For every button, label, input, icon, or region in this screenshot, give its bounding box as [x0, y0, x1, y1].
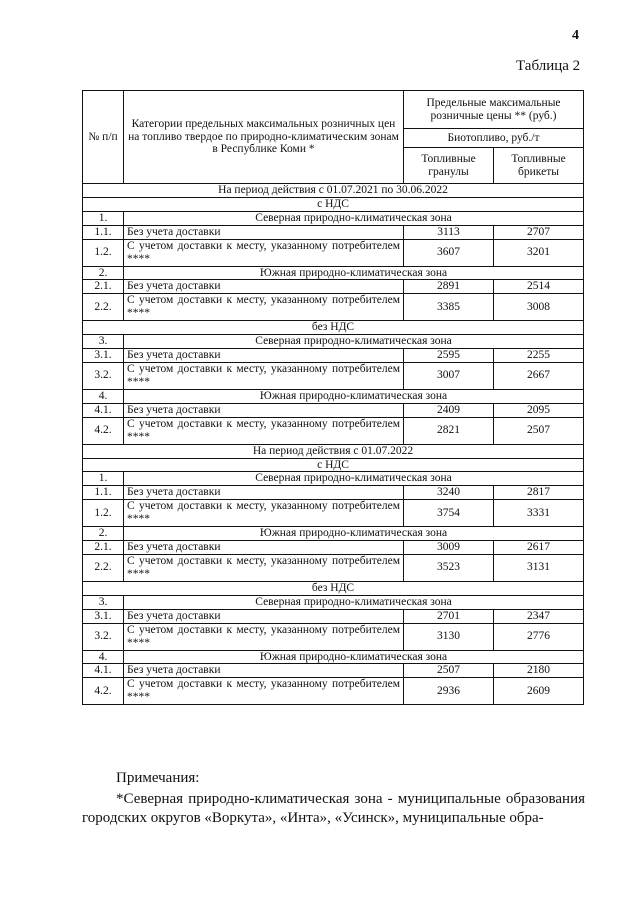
- row-num: 3.2.: [83, 623, 124, 650]
- vat-label: с НДС: [83, 458, 584, 472]
- table-row: [83, 362, 584, 389]
- briquettes-price: 3008: [494, 294, 584, 321]
- zone-code: 4.: [83, 650, 124, 664]
- vat-label: с НДС: [83, 197, 584, 211]
- zone-code: 4.: [83, 389, 124, 403]
- briquettes-price: 2817: [494, 486, 584, 500]
- table-body: [83, 184, 584, 705]
- table-row: [83, 486, 584, 500]
- briquettes-price: 2609: [494, 678, 584, 705]
- granules-price: 2701: [404, 609, 494, 623]
- briquettes-price: 2255: [494, 349, 584, 363]
- row-num: 2.1.: [83, 280, 124, 294]
- row-category: С учетом доставки к месту, указанному потребителем ****: [124, 554, 404, 581]
- zone-name: Северная природно-климатическая зона: [124, 211, 584, 225]
- vat-label: без НДС: [83, 321, 584, 335]
- period-title: На период действия с 01.07.2021 по 30.06.2022: [83, 184, 584, 198]
- row-num: 1.2.: [83, 500, 124, 527]
- granules-price: 3523: [404, 554, 494, 581]
- granules-price: 3607: [404, 239, 494, 266]
- table-row: [83, 294, 584, 321]
- granules-price: 3113: [404, 225, 494, 239]
- row-category: С учетом доставки к месту, указанному потребителем ****: [124, 500, 404, 527]
- price-table: [82, 90, 584, 705]
- period-row: [83, 184, 584, 198]
- table-caption: Таблица 2: [516, 58, 581, 74]
- row-num: 2.1.: [83, 541, 124, 555]
- row-num: 2.2.: [83, 294, 124, 321]
- zone-code: 2.: [83, 527, 124, 541]
- header-fuel: Биотопливо, руб./т: [404, 129, 584, 148]
- page-number: 4: [572, 28, 579, 43]
- row-category: Без учета доставки: [124, 541, 404, 555]
- granules-price: 2891: [404, 280, 494, 294]
- granules-price: 3007: [404, 362, 494, 389]
- zone-row: [83, 472, 584, 486]
- briquettes-price: 3331: [494, 500, 584, 527]
- row-num: 1.1.: [83, 486, 124, 500]
- zone-row: [83, 335, 584, 349]
- granules-price: 3385: [404, 294, 494, 321]
- row-num: 3.1.: [83, 609, 124, 623]
- row-category: Без учета доставки: [124, 403, 404, 417]
- period-title: На период действия с 01.07.2022: [83, 444, 584, 458]
- row-num: 4.1.: [83, 403, 124, 417]
- table-row: [83, 500, 584, 527]
- vat-row: [83, 321, 584, 335]
- zone-code: 3.: [83, 595, 124, 609]
- zone-row: [83, 650, 584, 664]
- vat-label: без НДС: [83, 581, 584, 595]
- row-category: С учетом доставки к месту, указанному потребителем ****: [124, 678, 404, 705]
- vat-row: [83, 197, 584, 211]
- period-row: [83, 444, 584, 458]
- row-category: Без учета доставки: [124, 280, 404, 294]
- table-row: [83, 280, 584, 294]
- zone-code: 2.: [83, 266, 124, 280]
- zone-name: Южная природно-климатическая зона: [124, 527, 584, 541]
- header-price-group: Предельные максимальные розничные цены ** (руб.): [404, 91, 584, 129]
- granules-price: 2507: [404, 664, 494, 678]
- briquettes-price: 2776: [494, 623, 584, 650]
- vat-row: [83, 581, 584, 595]
- row-num: 4.2.: [83, 417, 124, 444]
- row-category: С учетом доставки к месту, указанному потребителем ****: [124, 294, 404, 321]
- granules-price: 3009: [404, 541, 494, 555]
- header-granules: Топливные гранулы: [404, 148, 494, 184]
- zone-code: 1.: [83, 472, 124, 486]
- zone-name: Южная природно-климатическая зона: [124, 389, 584, 403]
- table-row: [83, 554, 584, 581]
- table-row: [83, 609, 584, 623]
- briquettes-price: 2617: [494, 541, 584, 555]
- row-num: 1.2.: [83, 239, 124, 266]
- table-row: [83, 664, 584, 678]
- row-num: 2.2.: [83, 554, 124, 581]
- briquettes-price: 2347: [494, 609, 584, 623]
- vat-row: [83, 458, 584, 472]
- granules-price: 3130: [404, 623, 494, 650]
- zone-name: Северная природно-климатическая зона: [124, 595, 584, 609]
- granules-price: 2409: [404, 403, 494, 417]
- table-row: [83, 623, 584, 650]
- notes-title: Примечания:: [116, 770, 200, 786]
- row-category: С учетом доставки к месту, указанному потребителем ****: [124, 362, 404, 389]
- briquettes-price: 2514: [494, 280, 584, 294]
- row-num: 4.1.: [83, 664, 124, 678]
- briquettes-price: 2667: [494, 362, 584, 389]
- table-row: [83, 541, 584, 555]
- row-num: 3.1.: [83, 349, 124, 363]
- zone-name: Северная природно-климатическая зона: [124, 472, 584, 486]
- granules-price: 3240: [404, 486, 494, 500]
- zone-code: 3.: [83, 335, 124, 349]
- row-category: Без учета доставки: [124, 609, 404, 623]
- granules-price: 3754: [404, 500, 494, 527]
- header-category-col: Категории предельных максимальных розничных цен на топливо твердое по природно-климатическим зонам в Республике Коми *: [124, 91, 404, 184]
- briquettes-price: 3131: [494, 554, 584, 581]
- row-category: С учетом доставки к месту, указанному потребителем ****: [124, 239, 404, 266]
- row-num: 4.2.: [83, 678, 124, 705]
- zone-code: 1.: [83, 211, 124, 225]
- notes-text: *Северная природно-климатическая зона - муниципальные образования городских округов «Воркута», «Инта», «Усинск», муниципальные обра-: [82, 791, 585, 826]
- table-row: [83, 417, 584, 444]
- row-category: Без учета доставки: [124, 225, 404, 239]
- table-row: [83, 225, 584, 239]
- row-category: Без учета доставки: [124, 349, 404, 363]
- header-num-col: № п/п: [83, 91, 124, 184]
- granules-price: 2595: [404, 349, 494, 363]
- zone-name: Южная природно-климатическая зона: [124, 650, 584, 664]
- zone-row: [83, 595, 584, 609]
- zone-name: Южная природно-климатическая зона: [124, 266, 584, 280]
- zone-row: [83, 211, 584, 225]
- table-row: [83, 678, 584, 705]
- row-category: С учетом доставки к месту, указанному потребителем ****: [124, 417, 404, 444]
- briquettes-price: 2707: [494, 225, 584, 239]
- zone-name: Северная природно-климатическая зона: [124, 335, 584, 349]
- header-briquettes: Топливные брикеты: [494, 148, 584, 184]
- zone-row: [83, 527, 584, 541]
- briquettes-price: 3201: [494, 239, 584, 266]
- table-row: [83, 239, 584, 266]
- briquettes-price: 2095: [494, 403, 584, 417]
- row-num: 1.1.: [83, 225, 124, 239]
- briquettes-price: 2507: [494, 417, 584, 444]
- row-category: С учетом доставки к месту, указанному потребителем ****: [124, 623, 404, 650]
- table-row: [83, 349, 584, 363]
- zone-row: [83, 389, 584, 403]
- row-category: Без учета доставки: [124, 664, 404, 678]
- row-num: 3.2.: [83, 362, 124, 389]
- row-category: Без учета доставки: [124, 486, 404, 500]
- zone-row: [83, 266, 584, 280]
- briquettes-price: 2180: [494, 664, 584, 678]
- table-row: [83, 403, 584, 417]
- granules-price: 2821: [404, 417, 494, 444]
- granules-price: 2936: [404, 678, 494, 705]
